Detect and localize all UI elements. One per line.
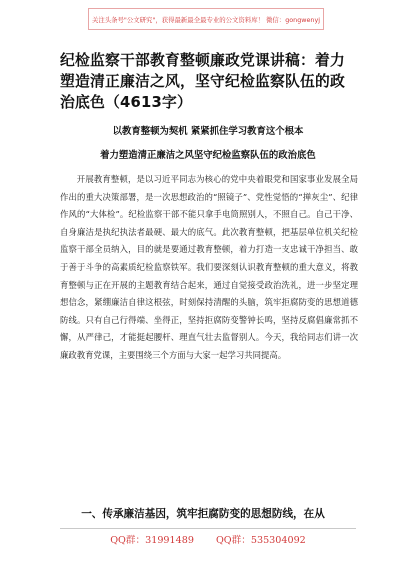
document-subtitle-2: 着力塑造清正廉洁之风坚守纪检监察队伍的政治底色 <box>100 150 316 161</box>
section-1-heading: 一、传承廉洁基因，筑牢拒腐防变的思想防线，在从 <box>81 508 325 520</box>
footer-qq-group-2: QQ群：535304092 <box>215 535 306 546</box>
footer-qq-group-1: QQ群：31991489 <box>110 535 194 546</box>
footer-divider <box>60 528 356 529</box>
body-paragraph: 开展教育整顿，是以习近平同志为核心的党中央着眼党和国家事业发展全局作出的重大决策部署，是一次思想政治的“照镜子”、党性觉悟的“掸灰尘”、纪律作风的“大体检”。纪检监察干部不能只拿手电筒照别人，不照自己。自己干净、自身廉洁是执纪执法者最硬、最大的底气。此次教育整顿，把基层单位机关纪检监察干部全员纳入，目的就是要通过教育整顿，着力打造一支忠诚干净担当、敢于善于斗争的高素质纪检监察铁军。我们要深刻认识教育整顿的重大意义，将教育整顿与正在开展的主题教育结合起来，通过自觉接受政治洗礼，进一步坚定理想信念，紧绷廉洁自律这根弦，时刻保持清醒的头脑，筑牢拒腐防变的思想道德防线。只有自己行得端、坐得正，坚持拒腐防变警钟长鸣，坚持反腐倡廉常抓不懈，从严律己，才能挺起腰杆、理直气壮去监督别人。今天，我给同志们讲一次廉政教育党课，主要围绕三个方面与大家一起学习共同提高。 <box>60 174 358 360</box>
document-title: 纪检监察干部教育整顿廉政党课讲稿：着力塑造清正廉洁之风，坚守纪检监察队伍的政治底色（4613字） <box>60 52 345 111</box>
footer <box>60 532 356 546</box>
document-subtitle-1: 以教育整顿为契机 紧紧抓住学习教育这个根本 <box>112 126 304 137</box>
header-banner: 关注头条号"公文研究"，获得最新最全最专业的公文资料库！ 微信：gongwenyj <box>88 8 324 30</box>
